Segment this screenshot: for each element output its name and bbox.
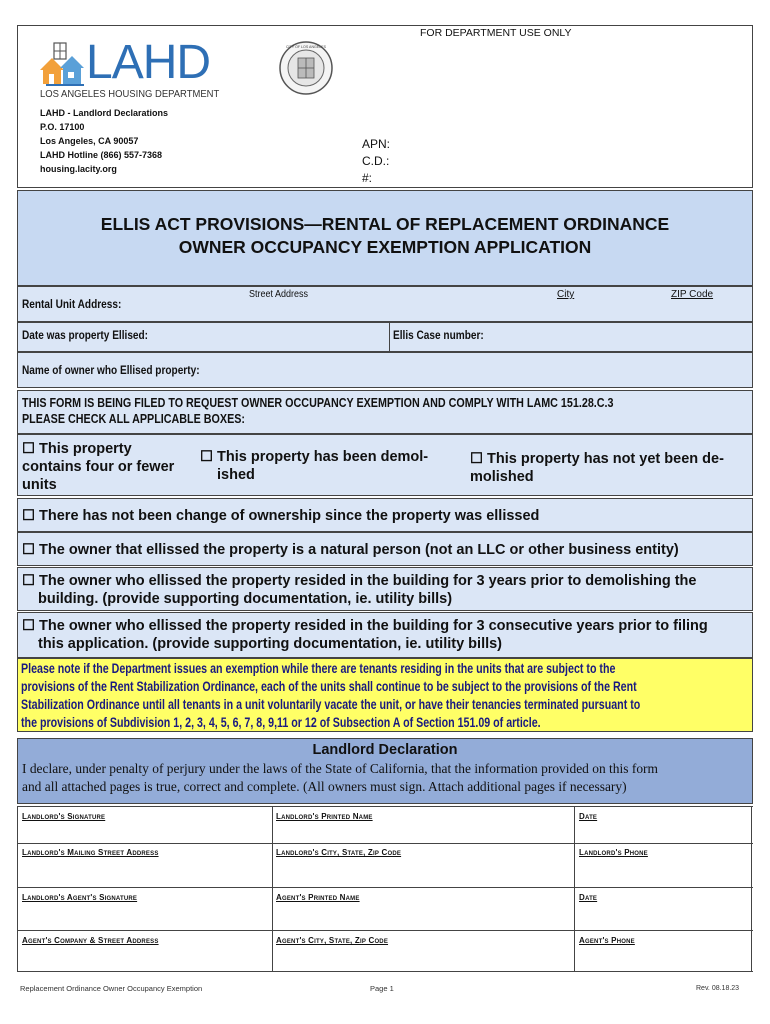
city-seal bbox=[278, 40, 334, 96]
rental-unit-address-label: Rental Unit Address: bbox=[22, 297, 122, 311]
footer-form-name: Replacement Ordinance Owner Occupancy Exemption bbox=[20, 984, 203, 993]
title-line-2: OWNER OCCUPANCY EXEMPTION APPLICATION bbox=[178, 237, 592, 257]
street-address-label: Street Address bbox=[249, 289, 309, 300]
agent-signature-field[interactable]: Landlord's Agent's Signature bbox=[22, 893, 138, 902]
landlord-mailing-address-field[interactable]: Landlord's Mailing Street Address bbox=[22, 848, 159, 857]
checkbox-resided-3yrs-filing[interactable]: ☐ The owner who ellissed the property resided in the building for 3 consecutive years prior to filing this application. (provide supporting documentation, ie. utility bills) bbox=[22, 618, 708, 652]
agent-date-field[interactable]: Date bbox=[579, 893, 598, 902]
owner-name-label: Name of owner who Ellised property: bbox=[22, 363, 200, 377]
apn-label: APN: bbox=[362, 137, 391, 151]
declaration-line-2: and all attached pages is true, correct and complete. (All owners must sign. Attach additional pages if necessary) bbox=[22, 780, 627, 795]
landlord-printed-name-field[interactable]: Landlord's Printed Name bbox=[276, 812, 373, 821]
department-use-label: FOR DEPARTMENT USE ONLY bbox=[420, 27, 572, 39]
declaration-line-1: I declare, under penalty of perjury under the laws of the State of California, that the information provided on this form bbox=[22, 762, 658, 777]
agent-printed-name-field[interactable]: Agent's Printed Name bbox=[276, 893, 360, 902]
address-line-3: Los Angeles, CA 90057 bbox=[40, 136, 139, 146]
date-ellised-label: Date was property Ellised: bbox=[22, 328, 149, 342]
signature-grid bbox=[17, 806, 753, 972]
address-line-2: P.O. 17100 bbox=[40, 122, 85, 132]
agent-city-state-zip-field[interactable]: Agent's City, State, Zip Code bbox=[276, 936, 389, 945]
landlord-phone-field[interactable]: Landlord's Phone bbox=[579, 848, 648, 857]
landlord-date-field[interactable]: Date bbox=[579, 812, 598, 821]
city-label: City bbox=[557, 289, 575, 300]
logo-text: LAHD bbox=[86, 36, 211, 89]
cd-label: C.D.: bbox=[362, 154, 390, 168]
footer-revision: Rev. 08.18.23 bbox=[696, 985, 740, 992]
checkbox-no-change[interactable]: ☐ There has not been change of ownership since the property was ellissed bbox=[22, 508, 540, 524]
landlord-city-state-zip-field[interactable]: Landlord's City, State, Zip Code bbox=[276, 848, 402, 857]
note-line-2: provisions of the Rent Stabilization Ordinance, each of the units shall continue to be subject to the provisions of the Rent bbox=[21, 679, 637, 694]
checkbox-not-demolished[interactable]: ☐ This property has not yet been de- molished bbox=[470, 451, 724, 485]
note-line-1: Please note if the Department issues an exemption while there are tenants residing in the units that are subject to the bbox=[21, 661, 616, 676]
landlord-signature-field[interactable]: Landlord's Signature bbox=[22, 812, 106, 821]
ellis-case-label: Ellis Case number: bbox=[393, 328, 484, 342]
address-line-4: LAHD Hotline (866) 557-7368 bbox=[40, 150, 163, 160]
checkbox-natural-person[interactable]: ☐ The owner that ellissed the property is a natural person (not an LLC or other business entity) bbox=[22, 542, 679, 558]
logo-subtitle: LOS ANGELES HOUSING DEPARTMENT bbox=[40, 88, 220, 100]
note-line-4: the provisions of Subdivision 1, 2, 3, 4, 5, 6, 7, 8, 9,11 or 12 of Subsection A of Section 151.09 of article. bbox=[21, 715, 541, 730]
agent-phone-field[interactable]: Agent's Phone bbox=[579, 936, 635, 945]
houses-icon bbox=[40, 43, 84, 86]
note-line-3: Stabilization Ordinance until all tenants in a unit voluntarily vacate the unit, or have their tenancies terminated pursuant to bbox=[21, 697, 641, 712]
title-line-1: ELLIS ACT PROVISIONS—RENTAL OF REPLACEMENT ORDINANCE bbox=[100, 214, 670, 234]
date-ellised-divider bbox=[389, 322, 390, 352]
address-line-1: LAHD - Landlord Declarations bbox=[40, 108, 169, 118]
checkbox-resided-3yrs[interactable]: ☐ The owner who ellissed the property resided in the building for 3 years prior to demolishing the building. (provide supporting documentation, ie. utility bills) bbox=[22, 573, 697, 607]
zip-label: ZIP Code bbox=[671, 289, 714, 300]
filed-notice-line-2: PLEASE CHECK ALL APPLICABLE BOXES: bbox=[22, 412, 245, 426]
number-label: #: bbox=[362, 171, 373, 185]
declaration-heading: Landlord Declaration bbox=[312, 742, 458, 758]
filed-notice-line-1: THIS FORM IS BEING FILED TO REQUEST OWNER OCCUPANCY EXEMPTION AND COMPLY WITH LAMC 151.28.C.3 bbox=[22, 396, 614, 410]
seal-text: CITY OF LOS ANGELES bbox=[285, 45, 327, 49]
address-line-5: housing.lacity.org bbox=[40, 164, 117, 174]
checkbox-demolished[interactable]: ☐ This property has been demol- ished bbox=[200, 449, 429, 483]
footer-page-number: Page 1 bbox=[370, 984, 394, 993]
checkbox-four-units[interactable]: ☐ This property contains four or fewer units bbox=[22, 441, 175, 493]
agent-company-address-field[interactable]: Agent's Company & Street Address bbox=[22, 936, 159, 945]
